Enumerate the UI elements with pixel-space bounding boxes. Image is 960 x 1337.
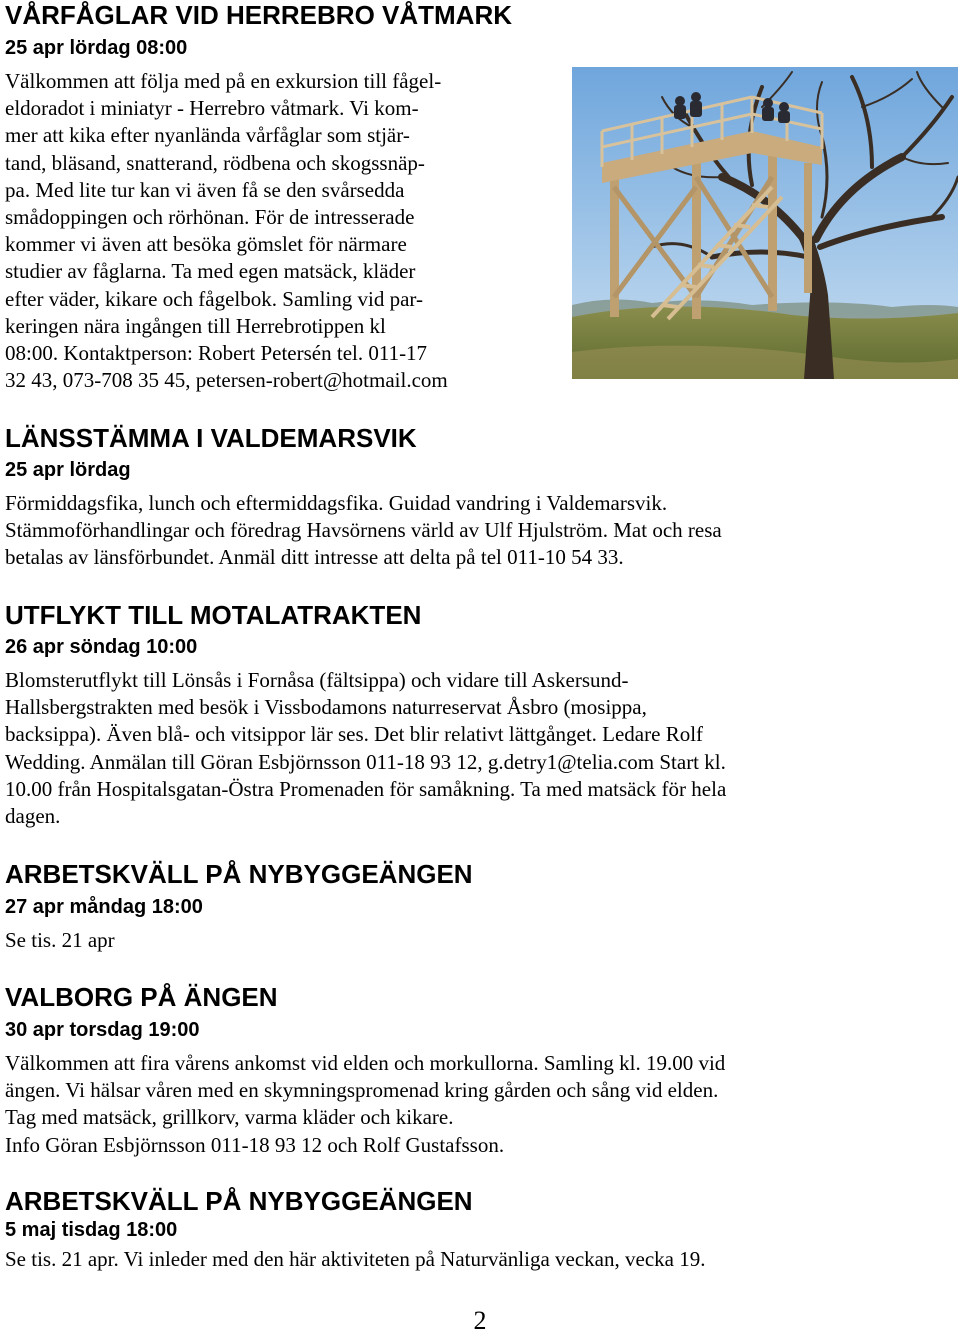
event-date: 25 apr lördag 08:00 [5, 37, 188, 59]
event-title: UTFLYKT TILL MOTALATRAKTEN [5, 600, 422, 630]
tower-image [572, 67, 958, 379]
event-title: ARBETSKVÄLL PÅ NYBYGGEÄNGEN [5, 859, 473, 889]
event-description: Blomsterutflykt till Lönsås i Fornåsa (fältsippa) och vidare till Askersund- Hallsbergstrakten med besök i Vissbodamons naturreservat Åsbro (mosippa, backsippa). Även blå- och vitsippor lär ses. Det blir relativt lättgånget. Ledare Rolf Wedding. Anmälan till Göran Esbjörnsson 011-18 93 12, g.detry1@telia.com Start kl. 10.00 från Hospitalsgatan-Östra Promenaden för samåkning. Ta med matsäck för hela dagen. [5, 668, 727, 829]
event-date: 30 apr torsdag 19:00 [5, 1019, 200, 1041]
event-date: 5 maj tisdag 18:00 [5, 1219, 178, 1241]
event-block [5, 423, 722, 572]
event-date: 25 apr lördag [5, 459, 131, 481]
event-date: 26 apr söndag 10:00 [5, 636, 198, 658]
event-block [5, 859, 473, 954]
event-title: LÄNSSTÄMMA I VALDEMARSVIK [5, 423, 417, 453]
event-description: Välkommen att fira vårens ankomst vid elden och morkullorna. Samling kl. 19.00 vid ängen. Vi hälsar våren med en skymningspromenad kring gården och sång vid elden. Tag med matsäck, grillkorv, varma kläder och kikare. Info Göran Esbjörnsson 011-18 93 12 och Rolf Gustafsson. [5, 1051, 726, 1157]
event-title: ARBETSKVÄLL PÅ NYBYGGEÄNGEN [5, 1186, 473, 1216]
event-description: Välkommen att följa med på en exkursion till fågel- eldoradot i miniatyr - Herrebro våtmark. Vi kom- mer att kika efter nyanlända vårfåglar som stjär- tand, bläsand, snatterand, rödbena och skogssnäp- pa. Med lite tur kan vi även få se den svårsedda smådoppingen och rörhönan. För de intresserade kommer vi även att besöka gömslet för närmare studier av fåglarna. Ta med egen matsäck, kläder efter väder, kikare och fågelbok. Samling vid par- keringen nära ingången till Herrebrotippen kl 08:00. Kontaktperson: Robert Petersén tel. 011-17 32 43, 073-708 35 45, petersen-robert@hotmail.com [5, 69, 448, 393]
event-date: 27 apr måndag 18:00 [5, 896, 203, 918]
event-block [5, 0, 512, 394]
bird-tower-photo [572, 67, 958, 379]
event-title: VÅRFÅGLAR VID HERREBRO VÅTMARK [5, 0, 512, 30]
page-number: 2 [473, 1306, 487, 1335]
event-description: Se tis. 21 apr. Vi inleder med den här aktiviteten på Naturvänliga veckan, vecka 19. [5, 1247, 706, 1271]
event-block [5, 1186, 705, 1273]
event-description: Förmiddagsfika, lunch och eftermiddagsfika. Guidad vandring i Valdemarsvik. Stämmoförhandlingar och föredrag Havsörnens värld av Ulf Hjulström. Mat och resa betalas av länsförbundet. Anmäl ditt intresse att delta på tel 011-10 54 33. [5, 491, 722, 570]
event-title: VALBORG PÅ ÄNGEN [5, 982, 278, 1012]
event-description: Se tis. 21 apr [5, 928, 115, 952]
event-block [5, 600, 726, 830]
event-block [5, 982, 725, 1159]
